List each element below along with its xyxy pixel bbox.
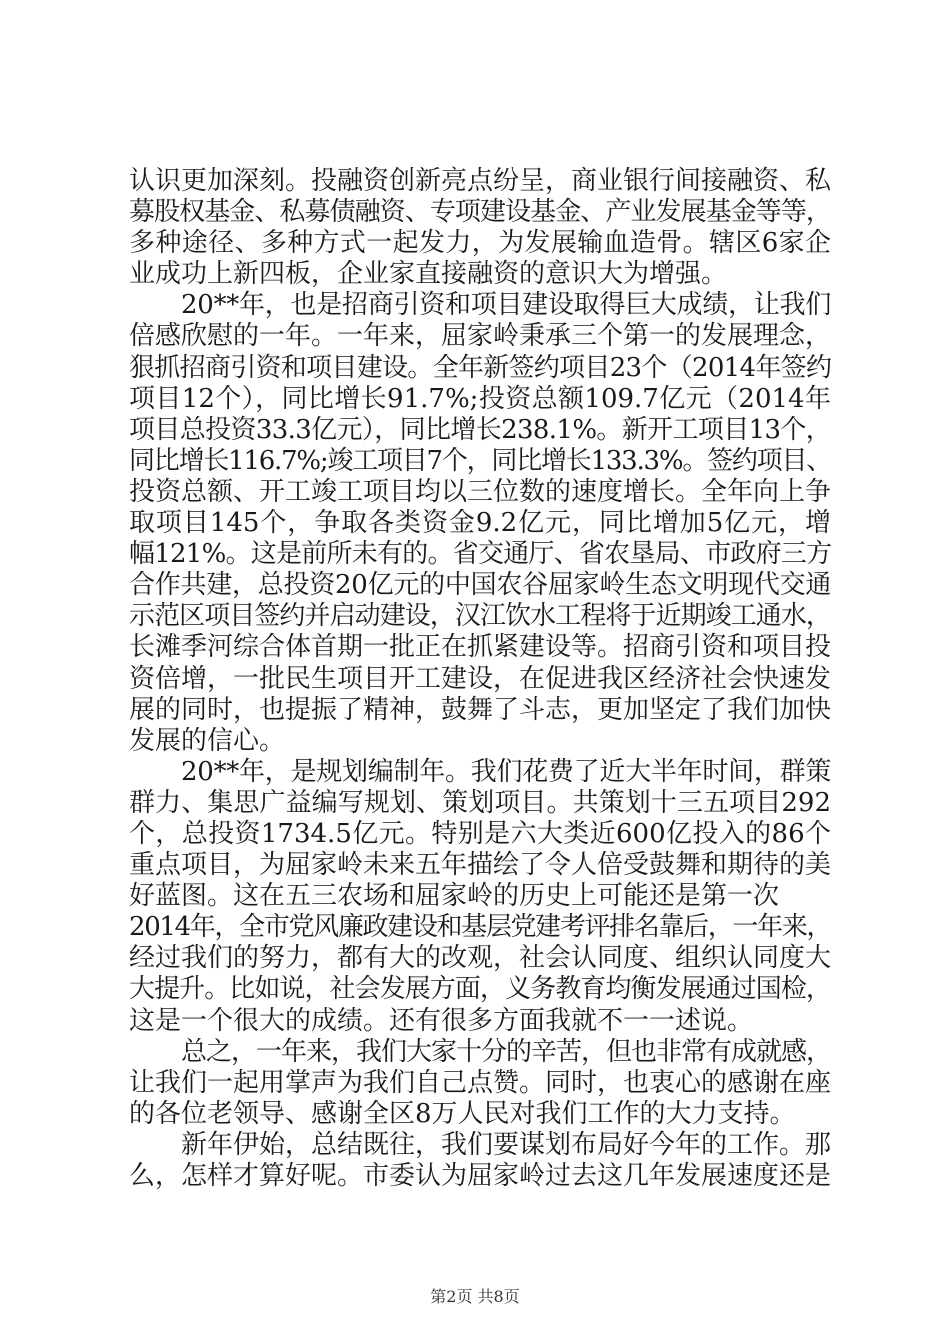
text-line: 总之，一年来，我们大家十分的辛苦，但也非常有成就感， [181,1036,832,1067]
text-line: 重点项目，为屈家岭未来五年描绘了令人倍受鼓舞和期待的美 [129,850,832,881]
text-line: 这是一个很大的成绩。还有很多方面我就不一一述说。 [129,1005,754,1036]
text-line: 的各位老领导、感谢全区8万人民对我们工作的大力支持。 [129,1098,796,1129]
text-line: 项目12个），同比增长91.7%;投资总额109.7亿元（2014年 [129,383,831,414]
text-line: 投资总额、开工竣工项目均以三位数的速度增长。全年向上争 [129,476,832,507]
text-line: 20**年，是规划编制年。我们花费了近大半年时间，群策 [181,756,832,787]
text-line: 2014年，全市党风廉政建设和基层党建考评排名靠后，一年来， [129,912,832,943]
text-line: 合作共建，总投资20亿元的中国农谷屈家岭生态文明现代交通 [129,570,832,601]
text-line: 多种途径、多种方式一起发力，为发展输血造骨。辖区6家企 [129,228,831,259]
text-line: 项目总投资33.3亿元），同比增长238.1%。新开工项目13个， [129,414,832,445]
text-line: 让我们一起用掌声为我们自己点赞。同时，也衷心的感谢在座 [129,1067,832,1098]
text-line: 大提升。比如说，社会发展方面，义务教育均衡发展通过国检， [129,974,832,1005]
text-line: 狠抓招商引资和项目建设。全年新签约项目23个（2014年签约 [129,352,832,383]
text-line: 个，总投资1734.5亿元。特别是六大类近600亿投入的86个 [129,818,831,849]
text-line: 展的同时，也提振了精神，鼓舞了斗志，更加坚定了我们加快 [129,694,832,725]
text-line: 20**年，也是招商引资和项目建设取得巨大成绩，让我们 [181,290,832,321]
text-line: 群力、集思广益编写规划、策划项目。共策划十三五项目292 [129,787,831,818]
page-footer: 第2页 共8页 [430,1287,520,1306]
text-line: 长滩季河综合体首期一批正在抓紧建设等。招商引资和项目投 [129,632,832,663]
text-line: 取项目145个，争取各类资金9.2亿元，同比增加5亿元，增 [129,508,831,539]
text-line: 业成功上新四板，企业家直接融资的意识大为增强。 [129,259,728,290]
text-line: 么，怎样才算好呢。市委认为屈家岭过去这几年发展速度还是 [129,1161,832,1191]
text-line: 发展的信心。 [129,725,286,756]
document-body [129,166,831,1192]
text-line: 募股权基金、私募债融资、专项建设基金、产业发展基金等等， [129,197,832,228]
text-line: 经过我们的努力，都有大的改观，社会认同度、组织认同度大 [129,943,832,974]
text-line: 同比增长116.7%;竣工项目7个，同比增长133.3%。签约项目、 [129,445,831,476]
text-line: 示范区项目签约并启动建设，汉江饮水工程将于近期竣工通水， [129,601,832,632]
text-line: 新年伊始，总结既往，我们要谋划布局好今年的工作。那 [181,1129,832,1160]
text-line: 资倍增，一批民生项目开工建设，在促进我区经济社会快速发 [129,663,832,694]
text-line: 倍感欣慰的一年。一年来，屈家岭秉承三个第一的发展理念， [129,321,832,352]
text-line: 好蓝图。这在五三农场和屈家岭的历史上可能还是第一次 [129,881,780,912]
text-line: 幅121%。这是前所未有的。省交通厅、省农垦局、市政府三方 [129,539,832,570]
text-line: 认识更加深刻。投融资创新亮点纷呈，商业银行间接融资、私 [129,166,832,196]
